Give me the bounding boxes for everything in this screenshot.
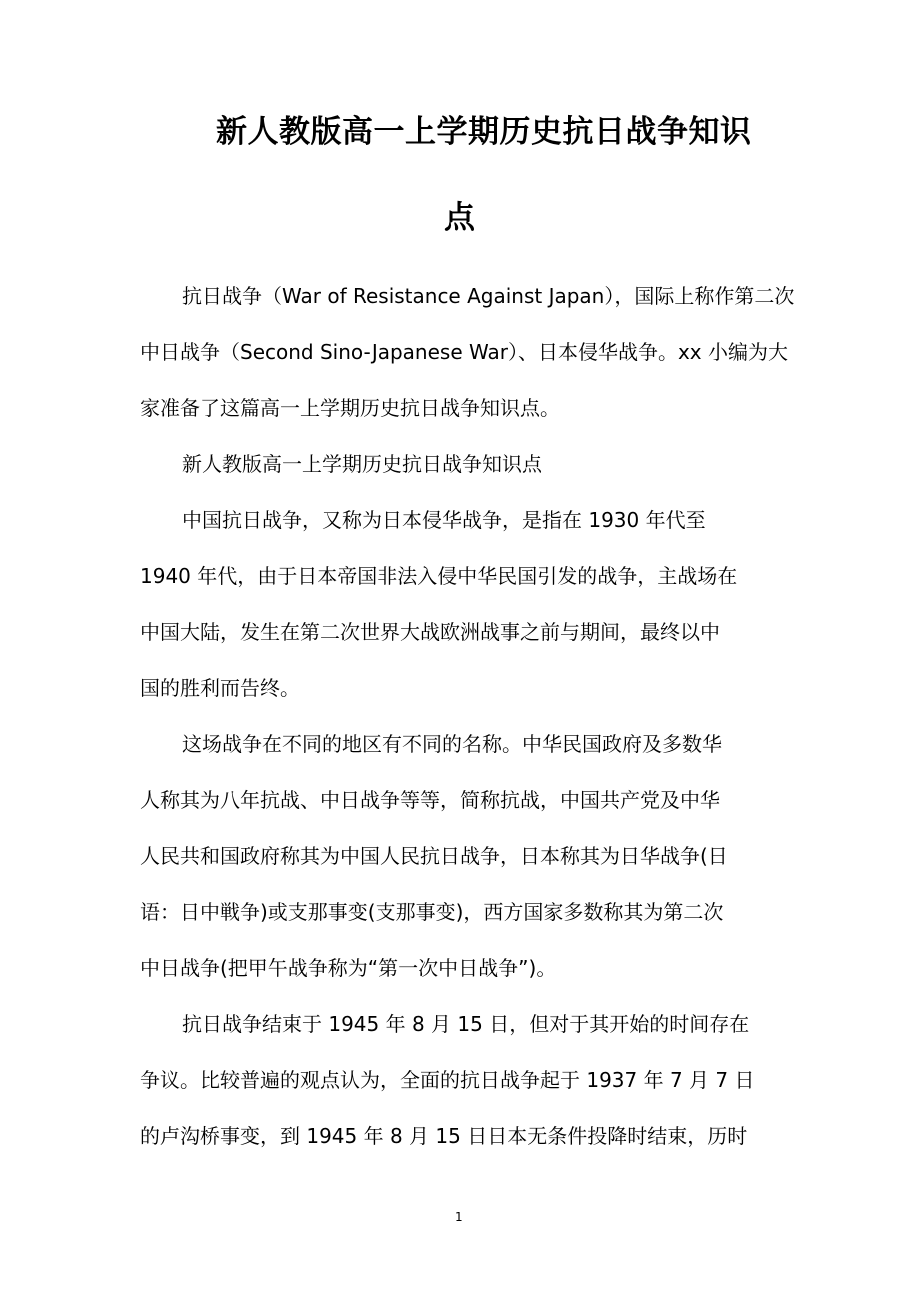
paragraph-4-line-2: 争议。比较普遍的观点认为，全面的抗日战争起于 1937 年 7 月 7 日 (140, 1068, 755, 1092)
subtitle-line: 新人教版高一上学期历史抗日战争知识点 (182, 452, 542, 476)
paragraph-2-line-4: 国的胜利而告终。 (140, 676, 300, 700)
paragraph-4-line-1: 抗日战争结束于 1945 年 8 月 15 日，但对于其开始的时间存在 (182, 1012, 750, 1036)
paragraph-1-line-3: 家准备了这篇高一上学期历史抗日战争知识点。 (140, 396, 560, 420)
paragraph-3-line-4: 语：日中戦争)或支那事变(支那事变)，西方国家多数称其为第二次 (140, 900, 724, 924)
paragraph-1-line-1: 抗日战争（War of Resistance Against Japan），国际上称作第二次 (182, 284, 795, 308)
paragraph-3-line-1: 这场战争在不同的地区有不同的名称。中华民国政府及多数华 (182, 732, 722, 756)
paragraph-3-line-2: 人称其为八年抗战、中日战争等等，简称抗战，中国共产党及中华 (140, 788, 720, 812)
paragraph-2-line-3: 中国大陆，发生在第二次世界大战欧洲战事之前与期间，最终以中 (140, 620, 720, 644)
page-number: 1 (455, 1210, 463, 1224)
paragraph-3-line-3: 人民共和国政府称其为中国人民抗日战争，日本称其为日华战争(日 (140, 844, 728, 868)
document-title-line-1: 新人教版高一上学期历史抗日战争知识 (216, 114, 752, 150)
document-title-line-2: 点 (444, 200, 475, 236)
paragraph-2-line-2: 1940 年代，由于日本帝国非法入侵中华民国引发的战争，主战场在 (140, 564, 738, 588)
paragraph-2-line-1: 中国抗日战争，又称为日本侵华战争，是指在 1930 年代至 (182, 508, 706, 532)
paragraph-4-line-3: 的卢沟桥事变，到 1945 年 8 月 15 日日本无条件投降时结束，历时 (140, 1124, 748, 1148)
paragraph-1-line-2: 中日战争（Second Sino-Japanese War）、日本侵华战争。xx 小编为大 (140, 340, 788, 364)
paragraph-3-line-5: 中日战争(把甲午战争称为“第一次中日战争”)。 (140, 956, 557, 980)
